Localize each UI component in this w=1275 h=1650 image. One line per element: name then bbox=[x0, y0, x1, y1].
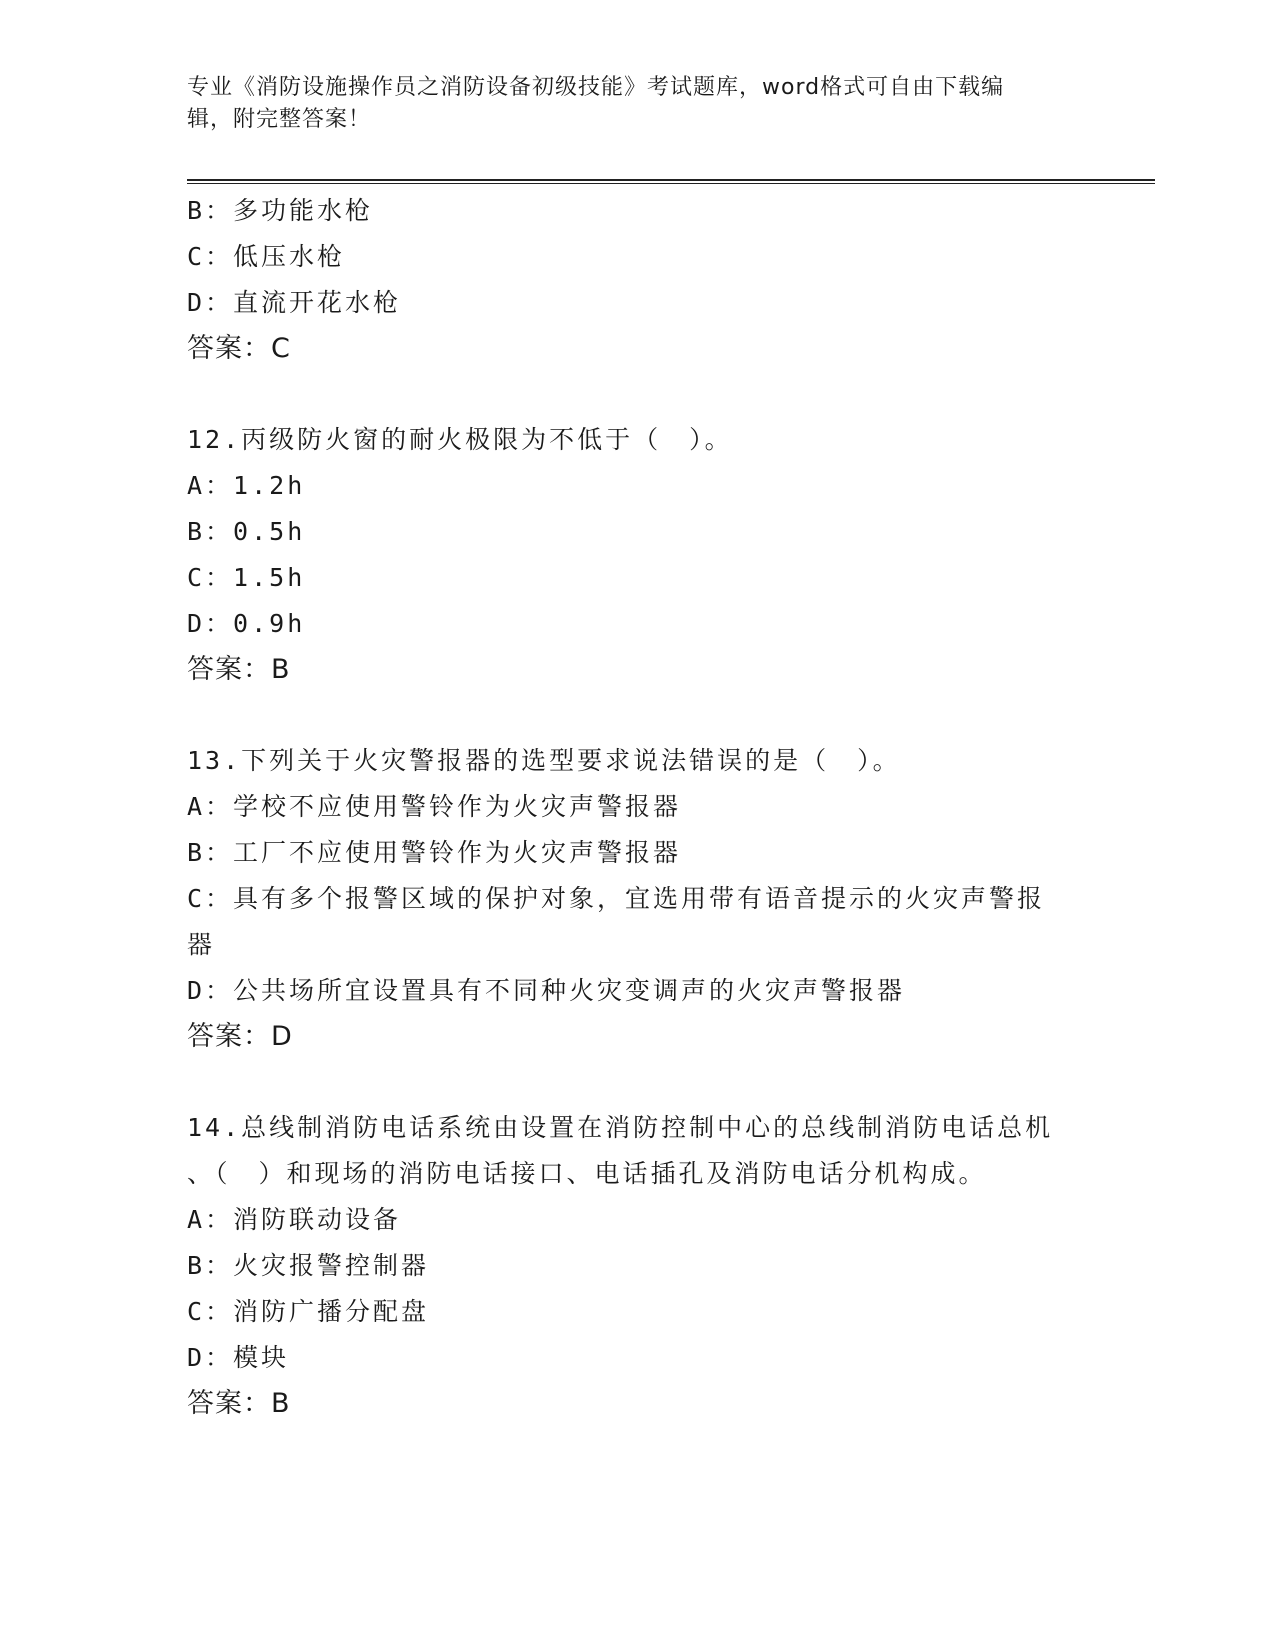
question-13 bbox=[187, 738, 1087, 1060]
option-d: D：公共场所宜设置具有不同种火灾变调声的火灾声警报器 bbox=[187, 976, 906, 1005]
question-11-continuation bbox=[187, 188, 1087, 372]
header-divider bbox=[187, 179, 1155, 184]
option-c: C：1.5h bbox=[187, 563, 306, 592]
option-a: A：1.2h bbox=[187, 471, 306, 500]
option-c: C：消防广播分配盘 bbox=[187, 1297, 430, 1326]
spacer bbox=[187, 693, 1087, 738]
option-a: A：消防联动设备 bbox=[187, 1205, 402, 1234]
question-stem: 13.下列关于火灾警报器的选型要求说法错误的是（ ）。 bbox=[187, 746, 901, 775]
question-stem: 14.总线制消防电话系统由设置在消防控制中心的总线制消防电话总机 bbox=[187, 1113, 1054, 1142]
spacer bbox=[187, 1060, 1087, 1105]
header-line-2: 辑，附完整答案！ bbox=[187, 107, 372, 132]
option-b: B：火灾报警控制器 bbox=[187, 1251, 430, 1280]
option-c: C：具有多个报警区域的保护对象，宜选用带有语音提示的火灾声警报 bbox=[187, 884, 1046, 913]
option-c: C：低压水枪 bbox=[187, 242, 346, 271]
header-line-1: 专业《消防设施操作员之消防设备初级技能》考试题库，word格式可自由下载编 bbox=[187, 75, 1005, 100]
option-c-continued: 器 bbox=[187, 930, 216, 959]
option-d: D：直流开花水枪 bbox=[187, 288, 402, 317]
question-12 bbox=[187, 417, 1087, 693]
option-d: D：模块 bbox=[187, 1343, 290, 1372]
answer-line: 答案：C bbox=[187, 333, 291, 364]
question-stem: 12.丙级防火窗的耐火极限为不低于（ ）。 bbox=[187, 425, 733, 454]
option-b: B：多功能水枪 bbox=[187, 196, 374, 225]
question-stem-continued: 、（ ）和现场的消防电话接口、电话插孔及消防电话分机构成。 bbox=[187, 1159, 987, 1188]
spacer bbox=[187, 372, 1087, 417]
answer-line: 答案：B bbox=[187, 654, 291, 685]
answer-line: 答案：D bbox=[187, 1021, 293, 1052]
question-14 bbox=[187, 1105, 1087, 1427]
option-a: A：学校不应使用警铃作为火灾声警报器 bbox=[187, 792, 682, 821]
option-b: B：0.5h bbox=[187, 517, 306, 546]
option-b: B：工厂不应使用警铃作为火灾声警报器 bbox=[187, 838, 682, 867]
page-header bbox=[187, 72, 1067, 136]
question-list bbox=[187, 188, 1087, 1427]
answer-line: 答案：B bbox=[187, 1388, 291, 1419]
option-d: D：0.9h bbox=[187, 609, 306, 638]
